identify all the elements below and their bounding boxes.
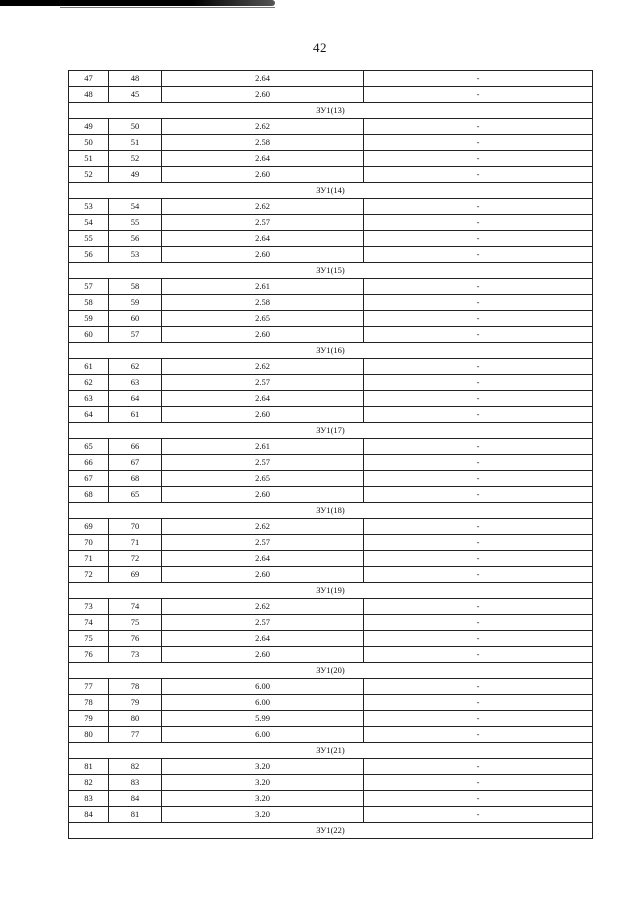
point-from-cell: 59 xyxy=(69,311,109,327)
point-to-cell: 72 xyxy=(109,551,162,567)
point-from-cell: 77 xyxy=(69,679,109,695)
point-from-cell: 54 xyxy=(69,215,109,231)
point-from-cell: 61 xyxy=(69,359,109,375)
point-from-cell: 58 xyxy=(69,295,109,311)
description-cell: - xyxy=(364,87,593,103)
description-cell: - xyxy=(364,535,593,551)
point-from-cell: 60 xyxy=(69,327,109,343)
distance-cell: 2.61 xyxy=(162,279,364,295)
page-number: 42 xyxy=(313,40,327,55)
description-cell: - xyxy=(364,631,593,647)
description-cell: - xyxy=(364,71,593,87)
point-to-cell: 66 xyxy=(109,439,162,455)
distance-cell: 3.20 xyxy=(162,791,364,807)
description-cell: - xyxy=(364,327,593,343)
table-row xyxy=(69,695,593,711)
section-row xyxy=(69,183,593,199)
table-row xyxy=(69,327,593,343)
section-label: ЗУ1(17) xyxy=(69,423,593,439)
distance-cell: 2.60 xyxy=(162,407,364,423)
distance-cell: 6.00 xyxy=(162,679,364,695)
table-row xyxy=(69,215,593,231)
table-row xyxy=(69,551,593,567)
description-cell: - xyxy=(364,199,593,215)
point-to-cell: 81 xyxy=(109,807,162,823)
table-row xyxy=(69,359,593,375)
distance-cell: 6.00 xyxy=(162,727,364,743)
point-from-cell: 53 xyxy=(69,199,109,215)
point-from-cell: 75 xyxy=(69,631,109,647)
section-label: ЗУ1(15) xyxy=(69,263,593,279)
distance-cell: 2.57 xyxy=(162,535,364,551)
table-row xyxy=(69,775,593,791)
table-row xyxy=(69,407,593,423)
distance-cell: 2.64 xyxy=(162,151,364,167)
table-row xyxy=(69,87,593,103)
point-to-cell: 68 xyxy=(109,471,162,487)
section-label: ЗУ1(16) xyxy=(69,343,593,359)
point-to-cell: 80 xyxy=(109,711,162,727)
point-to-cell: 79 xyxy=(109,695,162,711)
point-to-cell: 61 xyxy=(109,407,162,423)
point-to-cell: 76 xyxy=(109,631,162,647)
distance-cell: 2.57 xyxy=(162,215,364,231)
point-to-cell: 49 xyxy=(109,167,162,183)
point-from-cell: 74 xyxy=(69,615,109,631)
point-to-cell: 83 xyxy=(109,775,162,791)
distance-cell: 2.58 xyxy=(162,295,364,311)
section-row xyxy=(69,823,593,839)
distance-cell: 2.64 xyxy=(162,71,364,87)
point-from-cell: 83 xyxy=(69,791,109,807)
point-from-cell: 68 xyxy=(69,487,109,503)
table-row xyxy=(69,199,593,215)
point-from-cell: 62 xyxy=(69,375,109,391)
point-to-cell: 65 xyxy=(109,487,162,503)
section-label: ЗУ1(19) xyxy=(69,583,593,599)
distance-cell: 5.99 xyxy=(162,711,364,727)
description-cell: - xyxy=(364,151,593,167)
distance-cell: 2.62 xyxy=(162,119,364,135)
description-cell: - xyxy=(364,311,593,327)
coordinates-table-body xyxy=(69,71,593,839)
section-row xyxy=(69,583,593,599)
distance-cell: 2.62 xyxy=(162,359,364,375)
table-row xyxy=(69,631,593,647)
point-from-cell: 78 xyxy=(69,695,109,711)
scan-artifact-thin-line xyxy=(60,7,275,8)
table-row xyxy=(69,519,593,535)
point-from-cell: 50 xyxy=(69,135,109,151)
description-cell: - xyxy=(364,551,593,567)
point-to-cell: 58 xyxy=(109,279,162,295)
point-to-cell: 51 xyxy=(109,135,162,151)
table-row xyxy=(69,487,593,503)
point-to-cell: 82 xyxy=(109,759,162,775)
description-cell: - xyxy=(364,215,593,231)
point-from-cell: 79 xyxy=(69,711,109,727)
point-to-cell: 73 xyxy=(109,647,162,663)
table-row xyxy=(69,759,593,775)
description-cell: - xyxy=(364,247,593,263)
section-label: ЗУ1(22) xyxy=(69,823,593,839)
description-cell: - xyxy=(364,615,593,631)
distance-cell: 2.57 xyxy=(162,455,364,471)
point-to-cell: 54 xyxy=(109,199,162,215)
section-label: ЗУ1(20) xyxy=(69,663,593,679)
point-from-cell: 63 xyxy=(69,391,109,407)
description-cell: - xyxy=(364,167,593,183)
distance-cell: 2.65 xyxy=(162,471,364,487)
point-from-cell: 49 xyxy=(69,119,109,135)
point-from-cell: 84 xyxy=(69,807,109,823)
point-from-cell: 65 xyxy=(69,439,109,455)
coordinates-table xyxy=(68,70,593,839)
description-cell: - xyxy=(364,519,593,535)
description-cell: - xyxy=(364,295,593,311)
point-from-cell: 47 xyxy=(69,71,109,87)
table-row xyxy=(69,455,593,471)
point-to-cell: 55 xyxy=(109,215,162,231)
distance-cell: 2.58 xyxy=(162,135,364,151)
distance-cell: 2.57 xyxy=(162,615,364,631)
table-row xyxy=(69,311,593,327)
distance-cell: 2.64 xyxy=(162,631,364,647)
distance-cell: 6.00 xyxy=(162,695,364,711)
distance-cell: 2.60 xyxy=(162,487,364,503)
point-from-cell: 55 xyxy=(69,231,109,247)
distance-cell: 2.60 xyxy=(162,327,364,343)
section-row xyxy=(69,663,593,679)
description-cell: - xyxy=(364,711,593,727)
section-label: ЗУ1(21) xyxy=(69,743,593,759)
distance-cell: 2.62 xyxy=(162,199,364,215)
point-to-cell: 53 xyxy=(109,247,162,263)
point-to-cell: 62 xyxy=(109,359,162,375)
point-to-cell: 84 xyxy=(109,791,162,807)
point-to-cell: 60 xyxy=(109,311,162,327)
point-to-cell: 77 xyxy=(109,727,162,743)
distance-cell: 3.20 xyxy=(162,775,364,791)
table-row xyxy=(69,247,593,263)
distance-cell: 2.61 xyxy=(162,439,364,455)
point-to-cell: 57 xyxy=(109,327,162,343)
distance-cell: 2.60 xyxy=(162,247,364,263)
table-row xyxy=(69,679,593,695)
table-row xyxy=(69,599,593,615)
table-row xyxy=(69,71,593,87)
point-from-cell: 80 xyxy=(69,727,109,743)
point-from-cell: 48 xyxy=(69,87,109,103)
point-to-cell: 74 xyxy=(109,599,162,615)
description-cell: - xyxy=(364,455,593,471)
description-cell: - xyxy=(364,439,593,455)
section-label: ЗУ1(14) xyxy=(69,183,593,199)
section-label: ЗУ1(13) xyxy=(69,103,593,119)
distance-cell: 2.57 xyxy=(162,375,364,391)
description-cell: - xyxy=(364,231,593,247)
description-cell: - xyxy=(364,119,593,135)
table-row xyxy=(69,439,593,455)
point-from-cell: 71 xyxy=(69,551,109,567)
distance-cell: 3.20 xyxy=(162,759,364,775)
table-row xyxy=(69,807,593,823)
description-cell: - xyxy=(364,679,593,695)
distance-cell: 2.62 xyxy=(162,599,364,615)
table-row xyxy=(69,151,593,167)
point-to-cell: 64 xyxy=(109,391,162,407)
distance-cell: 2.64 xyxy=(162,391,364,407)
table-row xyxy=(69,791,593,807)
distance-cell: 2.62 xyxy=(162,519,364,535)
point-to-cell: 78 xyxy=(109,679,162,695)
point-from-cell: 70 xyxy=(69,535,109,551)
description-cell: - xyxy=(364,727,593,743)
section-row xyxy=(69,343,593,359)
table-row xyxy=(69,711,593,727)
point-from-cell: 57 xyxy=(69,279,109,295)
table-row xyxy=(69,391,593,407)
description-cell: - xyxy=(364,567,593,583)
distance-cell: 2.64 xyxy=(162,231,364,247)
section-row xyxy=(69,423,593,439)
description-cell: - xyxy=(364,695,593,711)
description-cell: - xyxy=(364,487,593,503)
table-row xyxy=(69,535,593,551)
description-cell: - xyxy=(364,759,593,775)
distance-cell: 2.60 xyxy=(162,567,364,583)
point-to-cell: 45 xyxy=(109,87,162,103)
description-cell: - xyxy=(364,359,593,375)
table-row xyxy=(69,375,593,391)
point-from-cell: 73 xyxy=(69,599,109,615)
point-from-cell: 56 xyxy=(69,247,109,263)
description-cell: - xyxy=(364,391,593,407)
table-row xyxy=(69,295,593,311)
description-cell: - xyxy=(364,647,593,663)
point-from-cell: 52 xyxy=(69,167,109,183)
point-from-cell: 51 xyxy=(69,151,109,167)
point-from-cell: 76 xyxy=(69,647,109,663)
section-row xyxy=(69,503,593,519)
distance-cell: 2.64 xyxy=(162,551,364,567)
section-row xyxy=(69,263,593,279)
description-cell: - xyxy=(364,471,593,487)
point-from-cell: 72 xyxy=(69,567,109,583)
point-from-cell: 81 xyxy=(69,759,109,775)
table-row xyxy=(69,471,593,487)
point-to-cell: 56 xyxy=(109,231,162,247)
table-row xyxy=(69,167,593,183)
distance-cell: 2.60 xyxy=(162,87,364,103)
point-from-cell: 69 xyxy=(69,519,109,535)
point-to-cell: 69 xyxy=(109,567,162,583)
point-to-cell: 71 xyxy=(109,535,162,551)
distance-cell: 2.65 xyxy=(162,311,364,327)
distance-cell: 3.20 xyxy=(162,807,364,823)
description-cell: - xyxy=(364,599,593,615)
section-row xyxy=(69,743,593,759)
point-from-cell: 67 xyxy=(69,471,109,487)
point-to-cell: 67 xyxy=(109,455,162,471)
point-to-cell: 50 xyxy=(109,119,162,135)
table-row xyxy=(69,567,593,583)
section-row xyxy=(69,103,593,119)
point-to-cell: 52 xyxy=(109,151,162,167)
description-cell: - xyxy=(364,807,593,823)
table-row xyxy=(69,279,593,295)
description-cell: - xyxy=(364,775,593,791)
point-from-cell: 64 xyxy=(69,407,109,423)
table-row xyxy=(69,135,593,151)
distance-cell: 2.60 xyxy=(162,167,364,183)
description-cell: - xyxy=(364,375,593,391)
table-row xyxy=(69,727,593,743)
point-to-cell: 63 xyxy=(109,375,162,391)
point-to-cell: 48 xyxy=(109,71,162,87)
description-cell: - xyxy=(364,791,593,807)
section-label: ЗУ1(18) xyxy=(69,503,593,519)
point-to-cell: 70 xyxy=(109,519,162,535)
table-row xyxy=(69,615,593,631)
description-cell: - xyxy=(364,279,593,295)
point-to-cell: 59 xyxy=(109,295,162,311)
description-cell: - xyxy=(364,135,593,151)
table-row xyxy=(69,119,593,135)
distance-cell: 2.60 xyxy=(162,647,364,663)
point-from-cell: 82 xyxy=(69,775,109,791)
table-row xyxy=(69,647,593,663)
scan-artifact-line xyxy=(0,0,275,6)
point-from-cell: 66 xyxy=(69,455,109,471)
point-to-cell: 75 xyxy=(109,615,162,631)
table-row xyxy=(69,231,593,247)
description-cell: - xyxy=(364,407,593,423)
